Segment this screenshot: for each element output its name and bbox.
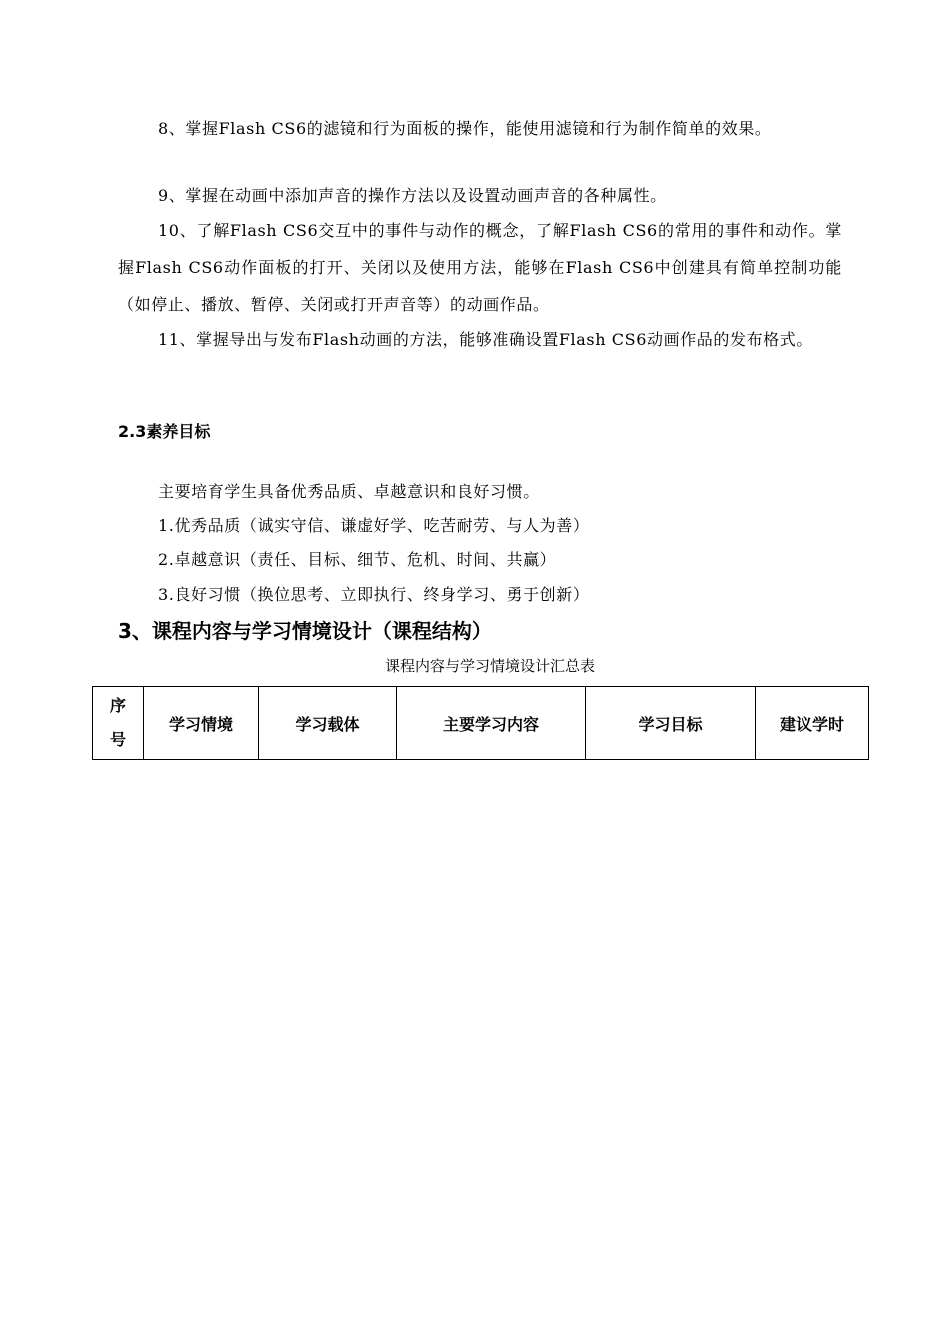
column-header-objectives: 学习目标 [586,687,756,760]
paragraph-objective-8: 8、掌握Flash CS6的滤镜和行为面板的操作，能使用滤镜和行为制作简单的效果。 [158,119,772,138]
column-header-carrier: 学习载体 [259,687,397,760]
paragraph-objective-9: 9、掌握在动画中添加声音的操作方法以及设置动画声音的各种属性。 [158,186,667,205]
column-header-hours: 建议学时 [756,687,869,760]
paragraph-objective-11: 11、掌握导出与发布Flash动画的方法，能够准确设置Flash CS6动画作品的发布格式。 [158,330,813,349]
literacy-item-1: 1.优秀品质（诚实守信、谦虚好学、吃苦耐劳、与人为善） [158,516,590,535]
column-header-scenario: 学习情境 [144,687,259,760]
paragraph-objective-10: 10、了解Flash CS6交互中的事件与动作的概念，了解Flash CS6的常用的事件和动作。掌握Flash CS6动作面板的打开、关闭以及使用方法，能够在Flash CS6中创建具有简单控制功能（如停止、播放、暂停、关闭或打开声音等）的动画作品。 [118,221,842,314]
section-heading-2-3: 2.3素养目标 [118,422,211,441]
column-header-number [93,687,144,760]
literacy-item-2: 2.卓越意识（责任、目标、细节、危机、时间、共赢） [158,550,557,569]
literacy-item-3: 3.良好习惯（换位思考、立即执行、终身学习、勇于创新） [158,585,590,604]
course-summary-table [92,686,869,760]
column-header-content: 主要学习内容 [397,687,586,760]
column-header-number-label: 序号 [109,696,126,749]
literacy-intro: 主要培育学生具备优秀品质、卓越意识和良好习惯。 [158,482,540,501]
table-header-row [93,687,869,760]
table-caption: 课程内容与学习情境设计汇总表 [384,657,595,675]
section-heading-3: 3、课程内容与学习情境设计（课程结构） [118,619,492,643]
